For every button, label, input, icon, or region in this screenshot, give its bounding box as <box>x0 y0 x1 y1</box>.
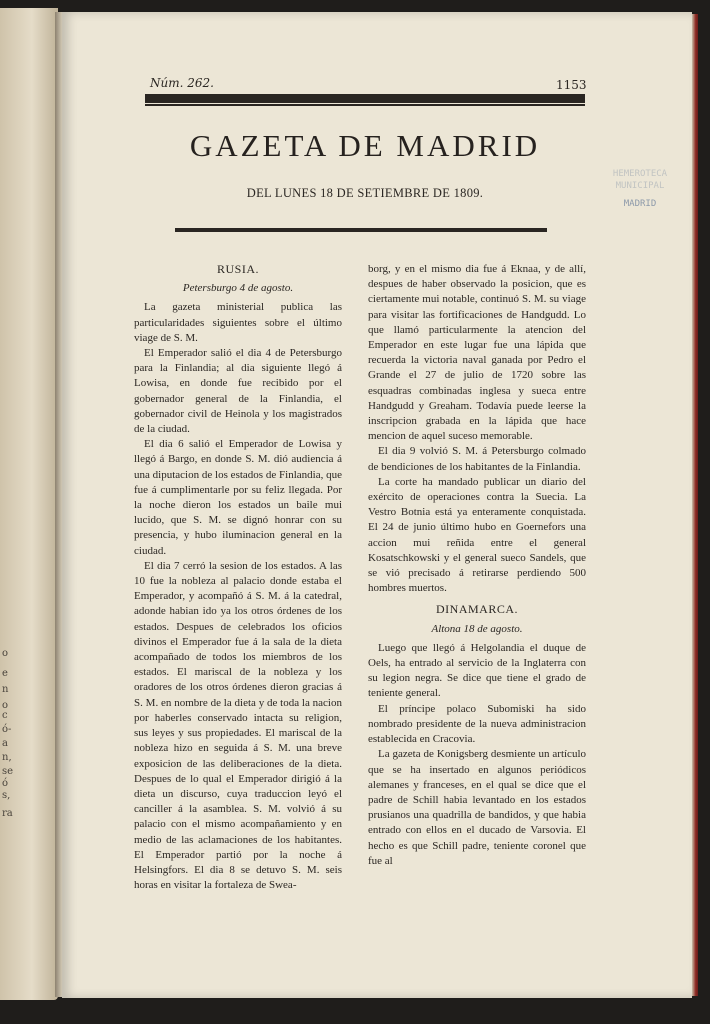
margin-fragment: a <box>2 738 8 749</box>
margin-fragment: s, <box>2 790 11 801</box>
margin-fragment: o <box>2 700 9 711</box>
margin-fragment: se <box>2 766 14 777</box>
page-number: 1153 <box>556 78 587 92</box>
stamp-line: HEMEROTECA <box>612 169 668 179</box>
issue-date: DEL LUNES 18 DE SETIEMBRE DE 1809. <box>246 186 484 200</box>
paragraph: El dia 6 salió el Emperador de Lowisa y llegó á Bargo, en donde S. M. dió audiencia á una diputacion de los estados de Finlandia, que fue á cumplimentarle por su feliz llegada. Por la noche dieron los estados un baile mui lucido, que S. M. se dignó honrar con su presencia, y hubo iluminacion general en la ciudad. <box>134 438 342 557</box>
issue-number: Núm. 262. <box>150 76 214 90</box>
dateline: Altona 18 de agosto. <box>431 622 523 635</box>
margin-fragment: ra <box>2 808 13 819</box>
margin-fragment: n <box>2 684 9 695</box>
margin-fragment: c <box>2 710 8 721</box>
margin-fragment: ó- <box>2 724 12 735</box>
masthead-rule <box>175 228 547 232</box>
stamp-line: MADRID <box>623 199 657 209</box>
stamp-line: MUNICIPAL <box>615 181 665 191</box>
paragraph: El dia 9 volvió S. M. á Petersburgo colmado de bendiciones de los habitantes de la Finlandia. <box>368 445 586 473</box>
paragraph: borg, y en el mismo dia fue á Eknaa, y de allí, despues de haber observado la posicion, que es ciertamente mui notable, continuó S. M. su viage para visitar las fortificaciones de Handgudd. Lo que llamó particularmente la atencion del Emperador en este lugar fue una lápida que recuerda la victoria naval ganada por Pedro el Grande el 27 de julio de 1720 sobre las esquadras combinadas inglesa y sueca entre Handgudd y Greaham. Todavía puede leerse la inscripcion grabada en la lápida que hace mencion de aquel suceso memorable. <box>368 263 586 443</box>
right-column <box>368 262 586 869</box>
header-rule-thin <box>145 104 585 106</box>
left-column <box>134 262 342 893</box>
paragraph: El príncipe polaco Subomiski ha sido nombrado presidente de la nueva administracion establecida en Cracovia. <box>368 702 586 746</box>
paragraph: Luego que llegó á Helgolandia el duque de Oels, ha entrado al servicio de la Inglaterra con su legion negra. Se dice que tiene el grado de teniente general. <box>368 641 586 700</box>
paragraph: La gazeta ministerial publica las particularidades siguientes sobre el último viage de S. M. <box>134 301 342 344</box>
paragraph: El dia 7 cerró la sesion de los estados. A las 10 fue la nobleza al palacio donde estaba el Emperador, y acompañó á S. M. á la catedral, adonde habian ido ya los otros órdenes de los estados. Despues de celebrados los oficios divinos el Emperador fue á la sala de la dieta acompañado de todos los miembros de los estados. El mariscal de la nobleza y los oradores de los otros órdenes dieron gracias á S. M. en nombre de la dieta y de toda la nacion por haberles conservado intacta su religion, sus leyes y sus propiedades. El mariscal de la nobleza hizo en seguida á S. M. una breve exposicion de las deliberaciones de la dieta. Despues de lo qual el Emperador dirigió á la dieta un discurso, cuya traduccion leyó el canciller á la asamblea. S. M. volvió á su palacio con el mismo acompañamiento y en medio de las aclamaciones de los habitantes. El Emperador partió por la noche á Helsingfors. El dia 8 se detuvo S. M. seis horas en visitar la fortaleza de Swea- <box>134 559 342 892</box>
paragraph: El Emperador salió el dia 4 de Petersburgo para la Finlandia; al dia siguiente llegó á Lowisa, en donde fue recibido por el gobernador general de la Finlandia, el gobernador civil de Heinola y los magistrados de la ciudad. <box>134 347 342 436</box>
section-heading: RUSIA. <box>216 262 259 276</box>
dateline: Petersburgo 4 de agosto. <box>182 282 294 295</box>
margin-fragment: ó <box>2 778 9 789</box>
section-heading: DINAMARCA. <box>435 602 518 617</box>
paragraph: La corte ha mandado publicar un diario del exército de operaciones contra la Suecia. La Vestro Botnia está ya enteramente conquistada. El 24 de junio último hubo en Goernefors una accion mui reñida entre el general Kosatschkowski y el general sueco Sandels, que se vió precisado á retirarse perdiendo 500 hombres muertos. <box>368 475 586 595</box>
margin-fragment: n, <box>2 752 12 763</box>
left-facing-page <box>0 8 58 1000</box>
library-stamp <box>590 168 690 236</box>
margin-fragment: e <box>2 668 8 679</box>
header-rule <box>145 94 585 103</box>
margin-fragment: o <box>2 648 9 659</box>
masthead-title: GAZETA DE MADRID <box>189 128 541 163</box>
page-edge <box>692 14 698 996</box>
paragraph: La gazeta de Konigsberg desmiente un artículo que se ha insertado en algunos periódicos alemanes y franceses, en el qual se dice que el padre de Schill habia levantado en los estados prusianos una quadrilla de bandidos, y que habia entrado con ellos en el ducado de Varsovia. El hecho es que Schill padre, teniente coronel que fue al <box>368 748 586 867</box>
